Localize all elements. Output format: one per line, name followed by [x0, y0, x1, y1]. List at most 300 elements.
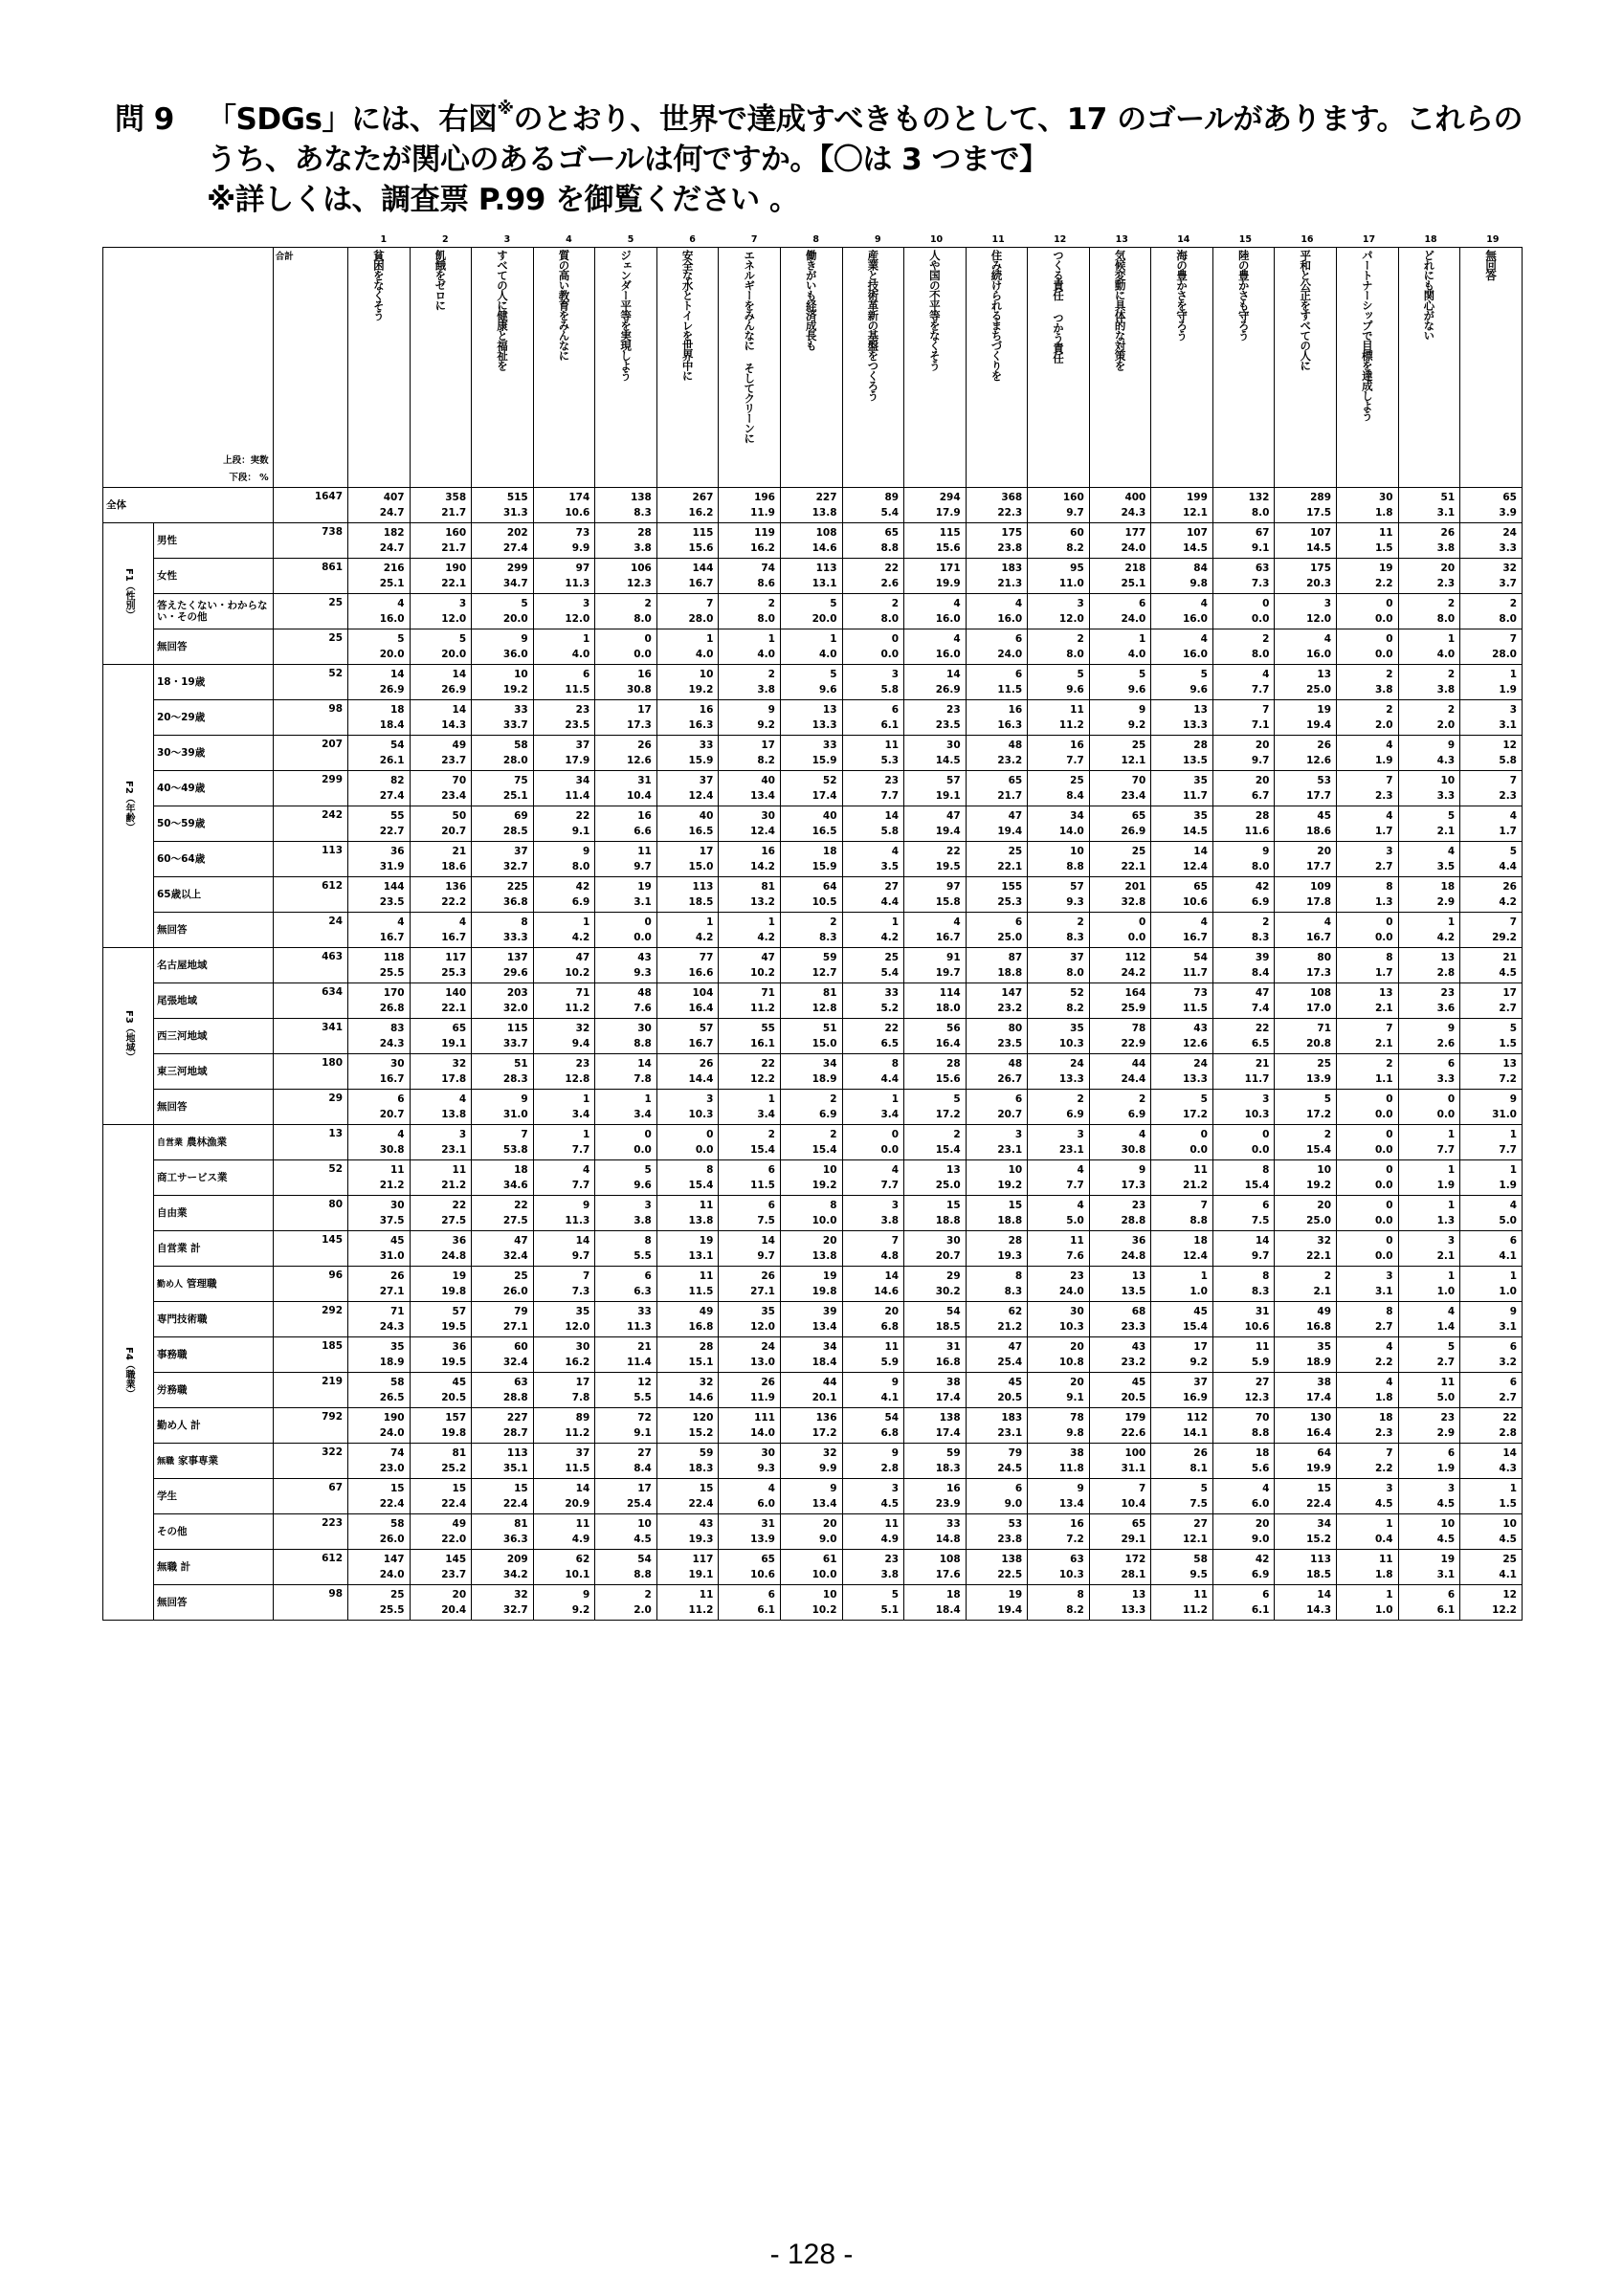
count-cell: 136 [780, 1408, 842, 1426]
count-cell: 11 [1212, 1337, 1275, 1356]
percent-cell: 26.9 [904, 683, 967, 700]
percent-cell: 4.1 [1460, 1249, 1523, 1267]
percent-cell: 12.2 [719, 1072, 781, 1090]
count-cell: 47 [472, 1231, 534, 1249]
count-cell: 59 [656, 1444, 719, 1462]
percent-cell: 3.8 [842, 1214, 904, 1231]
count-cell: 70 [1212, 1408, 1275, 1426]
percent-cell: 4.0 [780, 648, 842, 665]
count-cell: 209 [472, 1550, 534, 1568]
percent-cell: 18.9 [780, 1072, 842, 1090]
count-cell: 20 [1398, 559, 1460, 577]
count-cell: 49 [656, 1302, 719, 1320]
count-cell: 27 [1212, 1373, 1275, 1391]
count-cell: 140 [410, 983, 472, 1002]
count-cell: 82 [348, 771, 411, 789]
column-header [1460, 248, 1523, 488]
percent-cell: 24.8 [1089, 1249, 1151, 1267]
percent-cell: 25.3 [966, 895, 1028, 913]
percent-cell: 0.0 [1337, 1108, 1399, 1125]
count-cell: 26 [1398, 523, 1460, 541]
count-cell: 6 [966, 1479, 1028, 1497]
percent-cell: 5.2 [842, 1002, 904, 1019]
count-cell: 6 [1089, 594, 1151, 612]
percent-cell: 10.6 [1151, 895, 1213, 913]
percent-cell: 6.7 [1212, 789, 1275, 806]
percent-cell: 19.2 [472, 683, 534, 700]
count-cell: 15 [1275, 1479, 1337, 1497]
percent-cell: 19.4 [1275, 718, 1337, 736]
column-header-text: 人や国の不平等をなくそう [927, 250, 942, 370]
percent-cell: 7.7 [533, 1143, 595, 1160]
percent-cell: 33.7 [472, 1037, 534, 1054]
count-cell: 19 [595, 877, 657, 895]
count-cell: 4 [1028, 1160, 1090, 1179]
count-cell: 196 [719, 488, 781, 506]
count-cell: 10 [1275, 1160, 1337, 1179]
count-cell: 4 [1089, 1125, 1151, 1143]
percent-cell: 18.4 [348, 718, 411, 736]
count-cell: 35 [1151, 806, 1213, 825]
count-cell: 4 [1212, 665, 1275, 683]
percent-cell: 26.9 [348, 683, 411, 700]
row-label: 無回答 [153, 629, 273, 665]
count-cell: 1 [719, 913, 781, 931]
count-cell: 2 [1398, 700, 1460, 718]
column-header-text: 質の高い教育をみんなに [557, 250, 571, 361]
percent-cell: 30.8 [595, 683, 657, 700]
column-header [1398, 248, 1460, 488]
count-cell: 24 [719, 1337, 781, 1356]
column-header-text: 気候変動に具体的な対策を [1113, 250, 1127, 370]
count-cell: 25 [1028, 771, 1090, 789]
count-cell: 45 [1089, 1373, 1151, 1391]
percent-cell: 6.9 [1089, 1108, 1151, 1125]
percent-cell: 16.0 [1151, 648, 1213, 665]
percent-cell: 2.0 [1337, 718, 1399, 736]
percent-cell: 12.0 [719, 1320, 781, 1337]
count-cell: 12 [1460, 736, 1523, 754]
percent-cell: 20.7 [904, 1249, 967, 1267]
count-cell: 10 [780, 1585, 842, 1603]
column-header-text: 平和と公正をすべての人に [1299, 250, 1313, 370]
count-cell: 130 [1275, 1408, 1337, 1426]
count-cell: 30 [719, 806, 781, 825]
group-label-text: F3（地域） [122, 1010, 134, 1062]
percent-cell: 11.7 [1151, 966, 1213, 983]
percent-cell: 0.0 [1337, 612, 1399, 629]
percent-cell: 28.1 [1089, 1568, 1151, 1585]
percent-cell: 3.8 [1337, 683, 1399, 700]
percent-cell: 17.2 [780, 1426, 842, 1444]
row-total: 180 [273, 1054, 347, 1090]
count-cell: 7 [1337, 1019, 1399, 1037]
count-cell: 26 [719, 1373, 781, 1391]
count-cell: 43 [1151, 1019, 1213, 1037]
percent-cell: 5.1 [842, 1603, 904, 1621]
count-cell: 32 [472, 1585, 534, 1603]
percent-cell: 17.6 [904, 1568, 967, 1585]
row-label: 無回答 [153, 1090, 273, 1125]
percent-cell: 12.1 [1089, 754, 1151, 771]
percent-cell: 2.3 [1398, 577, 1460, 594]
count-cell: 36 [1089, 1231, 1151, 1249]
percent-cell: 11.4 [595, 1356, 657, 1373]
count-cell: 53 [1275, 771, 1337, 789]
percent-cell: 24.4 [1089, 1072, 1151, 1090]
count-cell: 0 [1337, 1231, 1399, 1249]
percent-cell: 32.7 [472, 1603, 534, 1621]
percent-cell: 10.6 [1212, 1320, 1275, 1337]
percent-cell: 0.0 [1337, 1179, 1399, 1196]
column-header-text: 海の豊かさを守ろう [1175, 250, 1189, 341]
count-cell: 16 [966, 700, 1028, 718]
count-cell: 9 [1460, 1090, 1523, 1108]
percent-cell: 16.4 [904, 1037, 967, 1054]
count-cell: 22 [842, 1019, 904, 1037]
count-cell: 29 [904, 1267, 967, 1285]
count-cell: 11 [842, 1514, 904, 1533]
count-cell: 1 [842, 913, 904, 931]
count-cell: 20 [1028, 1337, 1090, 1356]
count-cell: 30 [904, 736, 967, 754]
count-cell: 79 [472, 1302, 534, 1320]
count-cell: 51 [472, 1054, 534, 1072]
percent-cell: 16.7 [656, 1037, 719, 1054]
count-cell: 289 [1275, 488, 1337, 506]
count-cell: 2 [1212, 629, 1275, 648]
percent-cell: 15.4 [1212, 1179, 1275, 1196]
count-cell: 47 [719, 948, 781, 966]
percent-cell: 20.0 [410, 648, 472, 665]
percent-cell: 23.5 [348, 895, 411, 913]
percent-cell: 24.2 [1089, 966, 1151, 983]
count-cell: 9 [1460, 1302, 1523, 1320]
count-cell: 0 [1337, 913, 1399, 931]
count-cell: 4 [1151, 594, 1213, 612]
count-cell: 43 [595, 948, 657, 966]
count-cell: 4 [1337, 1337, 1399, 1356]
table-row [103, 771, 1523, 789]
count-cell: 5 [904, 1090, 967, 1108]
count-cell: 81 [719, 877, 781, 895]
percent-cell: 16.4 [1275, 1426, 1337, 1444]
percent-cell: 9.6 [595, 1179, 657, 1196]
percent-cell: 7.4 [1212, 1002, 1275, 1019]
percent-cell: 7.7 [842, 789, 904, 806]
count-cell: 203 [472, 983, 534, 1002]
percent-cell: 9.7 [1212, 754, 1275, 771]
count-cell: 3 [410, 594, 472, 612]
percent-cell: 19.2 [656, 683, 719, 700]
percent-cell: 8.0 [1028, 966, 1090, 983]
count-cell: 115 [656, 523, 719, 541]
percent-cell: 3.8 [842, 1568, 904, 1585]
percent-cell: 8.3 [966, 1285, 1028, 1302]
percent-cell: 8.8 [1028, 860, 1090, 877]
count-cell: 11 [656, 1585, 719, 1603]
percent-cell: 8.8 [842, 541, 904, 559]
percent-cell: 16.1 [719, 1037, 781, 1054]
count-cell: 4 [1151, 629, 1213, 648]
row-total: 52 [273, 665, 347, 700]
percent-cell: 3.4 [533, 1108, 595, 1125]
percent-cell: 15.9 [780, 754, 842, 771]
percent-cell: 28.0 [472, 754, 534, 771]
percent-cell: 7.5 [719, 1214, 781, 1231]
column-header-text: 安全な水とトイレを世界中に [680, 250, 695, 381]
count-cell: 68 [1089, 1302, 1151, 1320]
percent-cell: 1.5 [1337, 541, 1399, 559]
count-cell: 11 [842, 736, 904, 754]
column-header [533, 248, 595, 488]
percent-cell: 24.7 [348, 506, 411, 523]
percent-cell: 16.4 [656, 1002, 719, 1019]
count-cell: 24 [1151, 1054, 1213, 1072]
count-cell: 8 [1212, 1160, 1275, 1179]
column-number: 16 [1301, 233, 1314, 245]
percent-cell: 24.3 [1089, 506, 1151, 523]
percent-cell: 13.8 [656, 1214, 719, 1231]
count-cell: 0 [595, 1125, 657, 1143]
count-cell: 11 [656, 1267, 719, 1285]
percent-cell: 23.1 [1028, 1143, 1090, 1160]
count-cell: 30 [595, 1019, 657, 1037]
count-cell: 73 [533, 523, 595, 541]
column-number: 6 [689, 233, 696, 245]
percent-cell: 24.0 [1089, 612, 1151, 629]
table-row [103, 1090, 1523, 1108]
count-cell: 26 [656, 1054, 719, 1072]
percent-cell: 3.4 [842, 1108, 904, 1125]
corner-upper-label: 上段：実数 [223, 455, 269, 466]
count-cell: 4 [966, 594, 1028, 612]
count-cell: 14 [904, 665, 967, 683]
count-cell: 9 [1212, 842, 1275, 860]
percent-cell: 8.2 [1028, 1603, 1090, 1621]
row-total: 98 [273, 1585, 347, 1621]
percent-cell: 9.1 [1028, 1391, 1090, 1408]
percent-cell: 13.4 [780, 1320, 842, 1337]
table-row [103, 983, 1523, 1002]
percent-cell: 16.9 [1151, 1391, 1213, 1408]
percent-cell: 8.0 [533, 860, 595, 877]
count-cell: 3 [1337, 842, 1399, 860]
percent-cell: 8.4 [1212, 966, 1275, 983]
percent-cell: 12.6 [1151, 1037, 1213, 1054]
count-cell: 7 [1212, 700, 1275, 718]
count-cell: 5 [1151, 665, 1213, 683]
percent-cell: 12.3 [595, 577, 657, 594]
count-cell: 137 [472, 948, 534, 966]
percent-cell: 1.4 [1398, 1320, 1460, 1337]
table-row [103, 1019, 1523, 1037]
count-cell: 22 [472, 1196, 534, 1214]
percent-cell: 20.9 [533, 1497, 595, 1514]
count-cell: 13 [1089, 1585, 1151, 1603]
count-cell: 2 [1275, 1267, 1337, 1285]
column-header [1089, 248, 1151, 488]
count-cell: 7 [1460, 913, 1523, 931]
percent-cell: 14.2 [719, 860, 781, 877]
percent-cell: 3.8 [1398, 683, 1460, 700]
percent-cell: 11.7 [1151, 789, 1213, 806]
count-cell: 36 [410, 1231, 472, 1249]
count-cell: 2 [780, 1090, 842, 1108]
count-cell: 37 [533, 1444, 595, 1462]
percent-cell: 25.0 [1275, 1214, 1337, 1231]
count-cell: 47 [1212, 983, 1275, 1002]
percent-cell: 11.3 [533, 1214, 595, 1231]
count-cell: 25 [966, 842, 1028, 860]
percent-cell: 7.8 [533, 1391, 595, 1408]
percent-cell: 20.5 [410, 1391, 472, 1408]
percent-cell: 22.1 [1275, 1249, 1337, 1267]
percent-cell: 14.3 [1275, 1603, 1337, 1621]
question-block [115, 99, 1531, 220]
column-number: 1 [380, 233, 388, 245]
percent-cell: 14.6 [842, 1285, 904, 1302]
table-row [103, 1302, 1523, 1320]
percent-cell: 17.2 [1151, 1108, 1213, 1125]
count-cell: 4 [1460, 1196, 1523, 1214]
percent-cell: 22.0 [410, 1533, 472, 1550]
row-label: 事務職 [153, 1337, 273, 1373]
row-label: 60～64歳 [153, 842, 273, 877]
count-cell: 26 [1151, 1444, 1213, 1462]
row-total: 96 [273, 1267, 347, 1302]
table-row [103, 806, 1523, 825]
count-cell: 81 [780, 983, 842, 1002]
count-cell: 49 [1275, 1302, 1337, 1320]
percent-cell: 8.0 [1212, 860, 1275, 877]
percent-cell: 21.7 [410, 506, 472, 523]
count-cell: 50 [410, 806, 472, 825]
count-cell: 4 [533, 1160, 595, 1179]
count-cell: 19 [656, 1231, 719, 1249]
percent-cell: 4.4 [842, 1072, 904, 1090]
count-cell: 11 [348, 1160, 411, 1179]
percent-cell: 11.6 [1212, 825, 1275, 842]
column-number: 3 [503, 233, 511, 245]
percent-cell: 23.8 [966, 541, 1028, 559]
percent-cell: 4.5 [1398, 1497, 1460, 1514]
count-cell: 9 [719, 700, 781, 718]
count-cell: 21 [1212, 1054, 1275, 1072]
percent-cell: 22.4 [1275, 1497, 1337, 1514]
count-cell: 20 [1275, 1196, 1337, 1214]
percent-cell: 9.6 [780, 683, 842, 700]
percent-cell: 6.1 [1398, 1603, 1460, 1621]
percent-cell: 23.7 [410, 1568, 472, 1585]
percent-cell: 10.8 [1028, 1356, 1090, 1373]
count-cell: 16 [595, 665, 657, 683]
count-cell: 1 [1460, 665, 1523, 683]
percent-cell: 1.5 [1460, 1497, 1523, 1514]
count-cell: 7 [1337, 771, 1399, 789]
count-cell: 6 [1460, 1337, 1523, 1356]
percent-cell: 2.7 [1337, 860, 1399, 877]
percent-cell: 1.9 [1337, 754, 1399, 771]
count-cell: 9 [780, 1479, 842, 1497]
percent-cell: 12.0 [1028, 612, 1090, 629]
count-cell: 97 [533, 559, 595, 577]
count-cell: 30 [348, 1196, 411, 1214]
count-cell: 4 [904, 629, 967, 648]
percent-cell: 14.6 [780, 541, 842, 559]
count-cell: 17 [533, 1373, 595, 1391]
count-cell: 26 [348, 1267, 411, 1285]
count-cell: 59 [904, 1444, 967, 1462]
percent-cell: 2.8 [1398, 966, 1460, 983]
percent-cell: 25.0 [966, 931, 1028, 948]
count-cell: 9 [1398, 736, 1460, 754]
percent-cell: 2.2 [1337, 1462, 1399, 1479]
count-cell: 2 [1028, 629, 1090, 648]
percent-cell: 13.3 [1151, 718, 1213, 736]
count-cell: 16 [719, 842, 781, 860]
column-header [904, 248, 967, 488]
percent-cell: 7.7 [1028, 1179, 1090, 1196]
count-cell: 7 [1151, 1196, 1213, 1214]
percent-cell: 19.5 [904, 860, 967, 877]
percent-cell: 9.8 [1151, 577, 1213, 594]
percent-cell: 9.2 [533, 1603, 595, 1621]
percent-cell: 8.2 [719, 754, 781, 771]
percent-cell: 23.4 [410, 789, 472, 806]
percent-cell: 32.8 [1089, 895, 1151, 913]
count-cell: 201 [1089, 877, 1151, 895]
column-header-text: 産業と技術革新の基盤をつくろう [866, 250, 880, 401]
percent-cell: 7.5 [1151, 1497, 1213, 1514]
percent-cell: 21.2 [348, 1179, 411, 1196]
percent-cell: 9.9 [533, 541, 595, 559]
column-header [472, 248, 534, 488]
count-cell: 4 [348, 594, 411, 612]
percent-cell: 13.3 [1151, 1072, 1213, 1090]
percent-cell: 8.0 [1028, 648, 1090, 665]
count-cell: 5 [472, 594, 534, 612]
percent-cell: 18.6 [410, 860, 472, 877]
count-cell: 8 [1212, 1267, 1275, 1285]
percent-cell: 9.0 [966, 1497, 1028, 1514]
percent-cell: 21.2 [966, 1320, 1028, 1337]
count-cell: 34 [533, 771, 595, 789]
row-label: 自由業 [153, 1196, 273, 1231]
percent-cell: 14.5 [1151, 541, 1213, 559]
percent-cell: 31.9 [348, 860, 411, 877]
percent-cell: 8.8 [595, 1568, 657, 1585]
count-cell: 3 [533, 594, 595, 612]
percent-cell: 9.6 [1089, 683, 1151, 700]
column-header-text: エネルギーをみんなに そしてクリーンに [743, 250, 757, 443]
percent-cell: 16.7 [1275, 931, 1337, 948]
percent-cell: 13.4 [719, 789, 781, 806]
percent-cell: 25.5 [348, 966, 411, 983]
count-cell: 61 [780, 1550, 842, 1568]
percent-cell: 26.5 [348, 1391, 411, 1408]
count-cell: 37 [1028, 948, 1090, 966]
count-cell: 0 [1089, 913, 1151, 931]
count-cell: 47 [904, 806, 967, 825]
count-cell: 19 [1398, 1550, 1460, 1568]
table-row [103, 1550, 1523, 1568]
percent-cell: 15.6 [904, 541, 967, 559]
count-cell: 9 [533, 1585, 595, 1603]
table-row [103, 1231, 1523, 1249]
percent-cell: 16.3 [656, 718, 719, 736]
count-cell: 0 [595, 913, 657, 931]
